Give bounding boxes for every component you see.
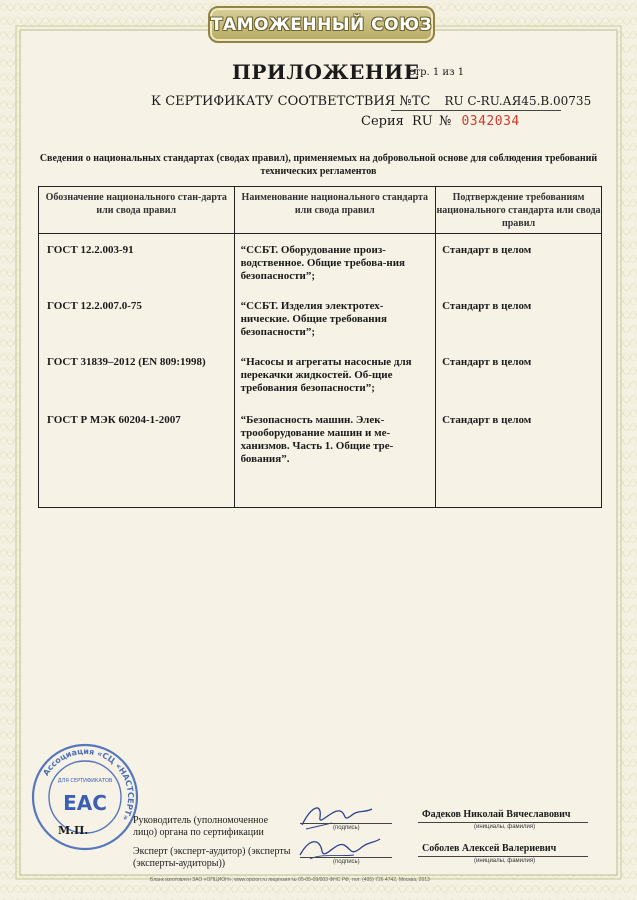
blank-number: 0342034 xyxy=(461,114,520,129)
table-body-row xyxy=(39,234,602,508)
banner-text: ТАМОЖЕННЫЙ СОЮЗ xyxy=(210,14,433,35)
column-header-code: Обозначение национального стан-дарта или свода правил xyxy=(39,187,235,234)
head-signature-line xyxy=(300,823,392,824)
expert-name: Соболев Алексей Валериевич xyxy=(422,843,557,854)
confirmation-value: Стандарт в целом xyxy=(442,356,532,368)
series-value: RU xyxy=(411,114,433,129)
expert-name-line xyxy=(418,856,588,857)
seal-place-label: М.П. xyxy=(58,824,89,837)
standard-code: ГОСТ 12.2.007.0-75 xyxy=(47,300,142,312)
column-header-confirmation: Подтверждение требованиям национального стандарта или свода правил xyxy=(436,187,602,234)
blank-footer: Бланк изготовлен ЗАО «ОПЦИОН», www.opcion.ru лицензия № 05-05-09/003 ФНС РФ, тел. (495) 726 4742, Москва, 2013 xyxy=(150,877,430,883)
head-name-line xyxy=(418,822,588,823)
head-signature-caption: (подпись) xyxy=(333,825,360,831)
expert-label: Эксперт (эксперт-аудитор) (эксперты (эксперты-аудиторы)) xyxy=(133,846,291,869)
code-column xyxy=(39,234,235,508)
head-name-caption: (инициалы, фамилия) xyxy=(474,824,536,830)
expert-name-caption: (инициалы, фамилия) xyxy=(474,858,536,864)
confirmation-value: Стандарт в целом xyxy=(442,244,532,256)
head-label: Руководитель (уполномоченное лицо) органа по сертификации xyxy=(133,815,269,838)
standard-name: “ССБТ. Изделия электротех-нические. Общие требования безопасности”; xyxy=(240,300,387,338)
certificate-line xyxy=(151,94,591,109)
standard-code: ГОСТ 31839–2012 (EN 809:1998) xyxy=(47,356,206,368)
confirmation-value: Стандарт в целом xyxy=(442,300,532,312)
number-block xyxy=(439,114,520,129)
series-line xyxy=(361,114,520,129)
eac-mark-icon: EAC xyxy=(63,791,107,815)
certificate-underline xyxy=(391,110,561,111)
stamp-ring-text: Ассоциация «СЦ «НАСТСЕРТ» xyxy=(41,746,136,823)
series-label: Серия xyxy=(361,114,404,129)
standard-name: “Насосы и агрегаты насосные для перекачки жидкостей. Об-щие требования безопасности”; xyxy=(240,356,412,394)
stamp-sub-text: ДЛЯ СЕРТИФИКАТОВ xyxy=(57,778,113,784)
standards-table xyxy=(38,186,602,508)
standard-code: ГОСТ 12.2.003-91 xyxy=(47,244,134,256)
page-title: ПРИЛОЖЕНИЕ xyxy=(232,60,420,84)
standard-name: “ССБТ. Оборудование произ-водственное. Общие требова-ния безопасности”; xyxy=(240,244,406,282)
column-header-name: Наименование национального стандарта или свода правил xyxy=(234,187,436,234)
standard-name: “Безопасность машин. Элек-трооборудование машин и ме-ханизмов. Часть 1. Общие тре-бования”. xyxy=(240,414,394,465)
certificate-prefix: К СЕРТИФИКАТУ СООТВЕТСТВИЯ №ТС xyxy=(151,94,431,109)
customs-union-banner xyxy=(208,6,435,43)
confirmation-value: Стандарт в целом xyxy=(442,414,532,426)
table-header-row xyxy=(39,187,602,234)
expert-signature-caption: (подпись) xyxy=(333,859,360,865)
confirmation-column xyxy=(436,234,602,508)
expert-signature-line xyxy=(300,857,392,858)
intro-text: Сведения о национальных стандартах (сводах правил), применяемых на добровольной основе для соблюдения требований технических регламентов xyxy=(39,153,598,177)
standard-code: ГОСТ Р МЭК 60204-1-2007 xyxy=(47,414,181,426)
number-label: № xyxy=(439,114,452,129)
name-column xyxy=(234,234,436,508)
certificate-number: RU C-RU.АЯ45.В.00735 xyxy=(444,94,592,108)
head-name: Фадеков Николай Вячеславович xyxy=(422,809,571,820)
page-info: стр. 1 из 1 xyxy=(409,67,465,78)
